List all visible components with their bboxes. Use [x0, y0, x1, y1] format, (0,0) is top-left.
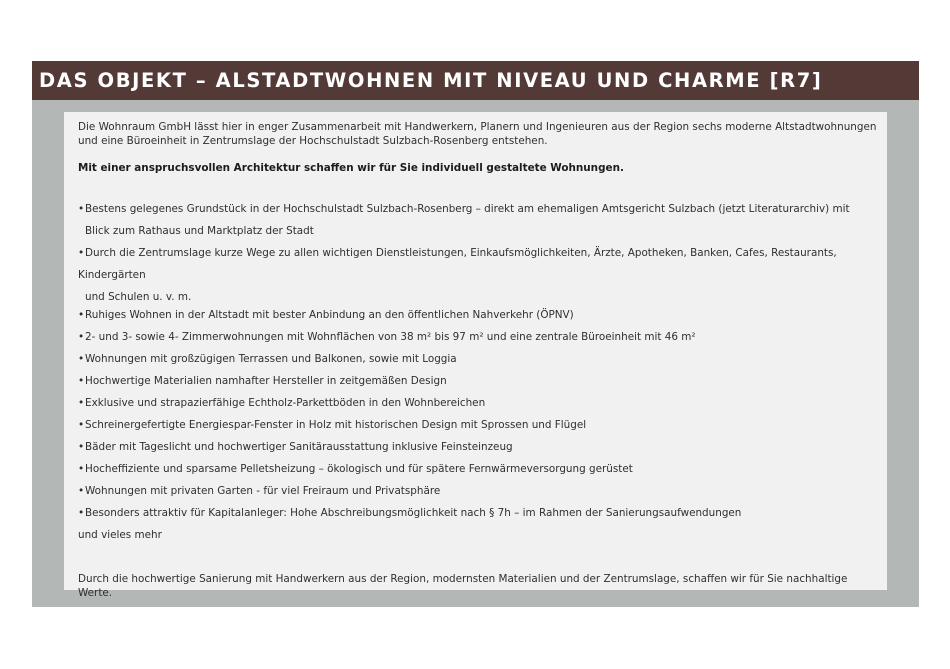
bullet-marker: • — [78, 397, 85, 409]
feature-item — [78, 462, 878, 476]
closing-paragraph: Durch die hochwertige Sanierung mit Handwerkern aus der Region, modernsten Materialien und der Zentrumslage, schaffen wir für Sie nachhaltige Werte. — [78, 573, 848, 599]
bullet-marker: • — [78, 419, 85, 431]
content-panel — [64, 112, 887, 599]
feature-text: Durch die Zentrumslage kurze Wege zu allen wichtigen Dienstleistungen, Einkaufsmöglichkeiten, Ärzte, Apotheken, Banken, Cafes, Restaurants, Kindergärten — [78, 247, 837, 281]
feature-text: Bestens gelegenes Grundstück in der Hochschulstadt Sulzbach-Rosenberg – direkt am ehemaligen Amtsgericht Sulzbach (jetzt Literaturarchiv) mit — [85, 203, 850, 215]
feature-item — [78, 374, 878, 388]
feature-text: Schreinergefertigte Energiespar-Fenster in Holz mit historischen Design mit Sprossen und Flügel — [85, 419, 587, 431]
bullet-marker: • — [78, 353, 85, 365]
feature-item — [78, 330, 878, 344]
lead-statement: Mit einer anspruchsvollen Architektur schaffen wir für Sie individuell gestaltete Wohnungen. — [78, 162, 624, 174]
feature-text: Hochwertige Materialien namhafter Hersteller in zeitgemäßen Design — [85, 375, 447, 387]
intro-paragraph: Die Wohnraum GmbH lässt hier in enger Zusammenarbeit mit Handwerkern, Planern und Ingenieuren aus der Region sechs moderne Altstadtwohnungen und eine Büroeinheit in Zentrumslage der Hochschulstadt Sulzbach-Rosenberg entstehen. — [78, 121, 877, 147]
feature-text-continued: und Schulen u. v. m. — [85, 291, 192, 303]
feature-item — [78, 242, 878, 308]
feature-text: 2- und 3- sowie 4- Zimmerwohnungen mit Wohnflächen von 38 m² bis 97 m² und eine zentrale Büroeinheit mit 46 m² — [85, 331, 696, 343]
bullet-marker: • — [78, 375, 85, 387]
content-body — [78, 120, 878, 600]
feature-item — [78, 418, 878, 432]
bullet-marker: • — [78, 463, 85, 475]
feature-text: Wohnungen mit privaten Garten - für viel Freiraum und Privatsphäre — [85, 485, 441, 497]
bullet-marker: • — [78, 507, 85, 519]
feature-text: Bäder mit Tageslicht und hochwertiger Sanitärausstattung inklusive Feinsteinzeug — [85, 441, 513, 453]
more-note: und vieles mehr — [78, 529, 162, 541]
feature-item — [78, 396, 878, 410]
bullet-marker: • — [78, 309, 85, 321]
feature-text: Exklusive und strapazierfähige Echtholz-Parkettböden in den Wohnbereichen — [85, 397, 486, 409]
feature-text: Wohnungen mit großzügigen Terrassen und Balkonen, sowie mit Loggia — [85, 353, 457, 365]
section-title: DAS OBJEKT – ALSTADTWOHNEN MIT NIVEAU UND CHARME [R7] — [39, 69, 823, 92]
bullet-marker: • — [78, 485, 85, 497]
feature-text: Ruhiges Wohnen in der Altstadt mit bester Anbindung an den öffentlichen Nahverkehr (ÖPNV) — [85, 309, 574, 321]
feature-item — [78, 352, 878, 366]
section-header-bar — [32, 61, 919, 100]
feature-item — [78, 484, 878, 498]
bullet-marker: • — [78, 441, 85, 453]
content-frame — [32, 100, 919, 607]
feature-text: Besonders attraktiv für Kapitalanleger: Hohe Abschreibungsmöglichkeit nach § 7h – im Rahmen der Sanierungsaufwendungen — [85, 507, 742, 519]
bullet-marker: • — [78, 203, 85, 215]
feature-item — [78, 308, 878, 322]
feature-item — [78, 440, 878, 454]
feature-item — [78, 506, 878, 520]
feature-text: Hocheffiziente und sparsame Pelletsheizung – ökologisch und für spätere Fernwärmeversorgung gerüstet — [85, 463, 633, 475]
feature-item — [78, 198, 878, 242]
feature-text-continued: Blick zum Rathaus und Marktplatz der Stadt — [85, 225, 314, 237]
bullet-marker: • — [78, 247, 85, 259]
feature-list — [78, 198, 878, 520]
bullet-marker: • — [78, 331, 85, 343]
